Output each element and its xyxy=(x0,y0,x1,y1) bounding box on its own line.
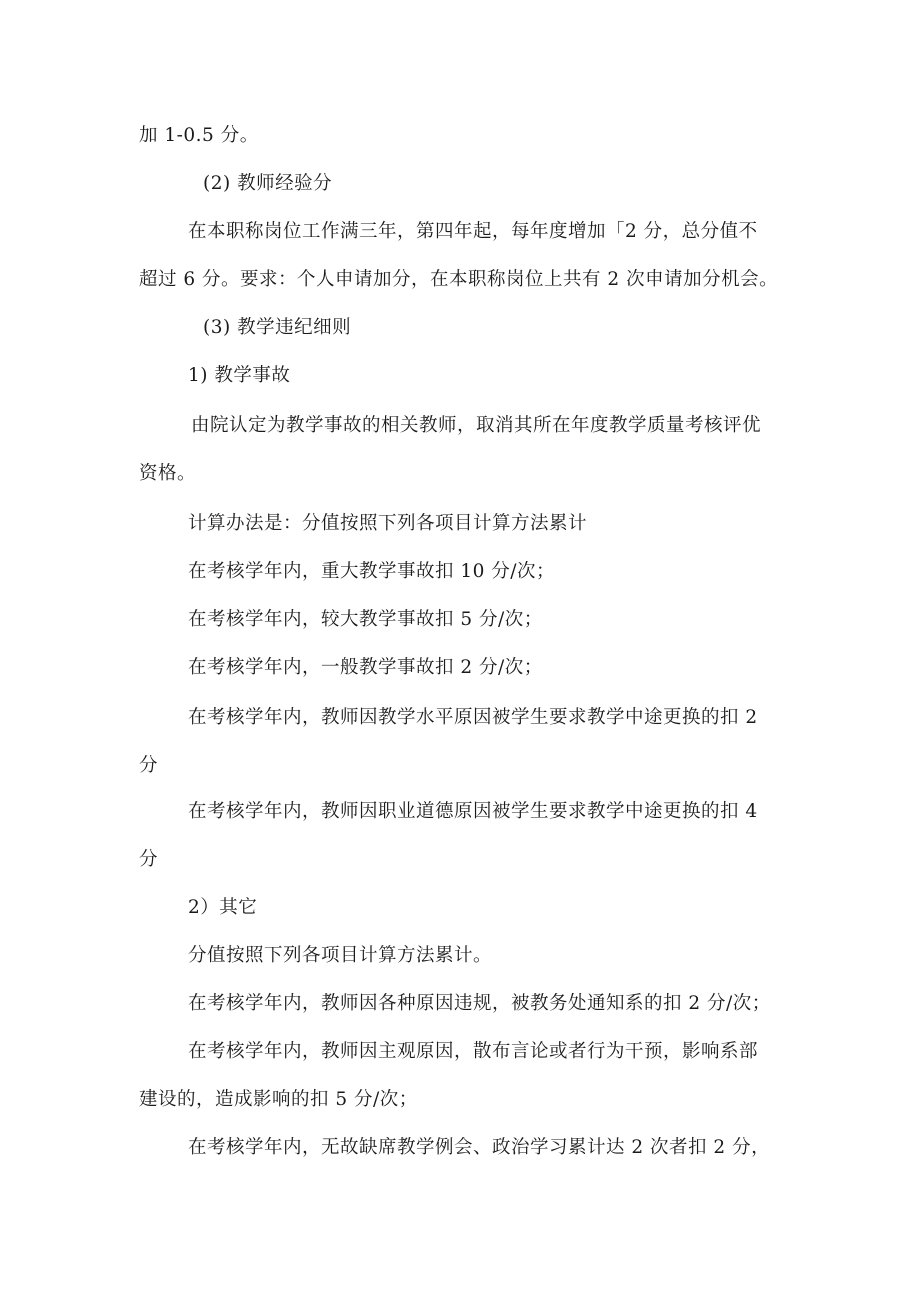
subsection-heading: 2）其它 xyxy=(188,897,258,918)
text-line: 资格。 xyxy=(139,463,197,484)
text-line: 在考核学年内，一般教学事故扣 2 分/次； xyxy=(188,657,543,678)
text-line: 在考核学年内，较大教学事故扣 5 分/次； xyxy=(188,609,543,630)
text-line: 在本职称岗位工作满三年，第四年起，每年度增加「2 分，总分值不 xyxy=(188,221,758,242)
text-line: 在考核学年内，教师因主观原因，散布言论或者行为干预，影响系部 xyxy=(188,1041,759,1062)
text-line: 分值按照下列各项目计算方法累计。 xyxy=(188,945,493,966)
text-line: 在考核学年内，教师因职业道德原因被学生要求教学中途更换的扣 4 xyxy=(188,801,758,822)
text-line: 在考核学年内，教师因各种原因违规，被教务处通知系的扣 2 分/次； xyxy=(188,993,771,1014)
text-line: 在考核学年内，重大教学事故扣 10 分/次； xyxy=(188,561,556,582)
section-heading: (2) 教师经验分 xyxy=(203,173,333,194)
section-heading: (3) 教学违纪细则 xyxy=(203,317,352,338)
subsection-heading: 1) 教学事故 xyxy=(188,365,291,386)
text-line: 由院认定为教学事故的相关教师，取消其所在年度教学质量考核评优 xyxy=(191,415,762,436)
text-line: 计算办法是：分值按照下列各项目计算方法累计 xyxy=(188,513,588,534)
text-line: 在考核学年内，无故缺席教学例会、政治学习累计达 2 次者扣 2 分， xyxy=(188,1137,771,1158)
text-line: 建设的，造成影响的扣 5 分/次； xyxy=(139,1089,418,1110)
text-line: 分 xyxy=(139,755,159,776)
text-line: 在考核学年内，教师因教学水平原因被学生要求教学中途更换的扣 2 xyxy=(188,707,758,728)
text-line: 加 1-0.5 分。 xyxy=(139,125,259,146)
text-line: 分 xyxy=(139,849,159,870)
text-line: 超过 6 分。要求：个人申请加分，在本职称岗位上共有 2 次申请加分机会。 xyxy=(139,269,779,290)
